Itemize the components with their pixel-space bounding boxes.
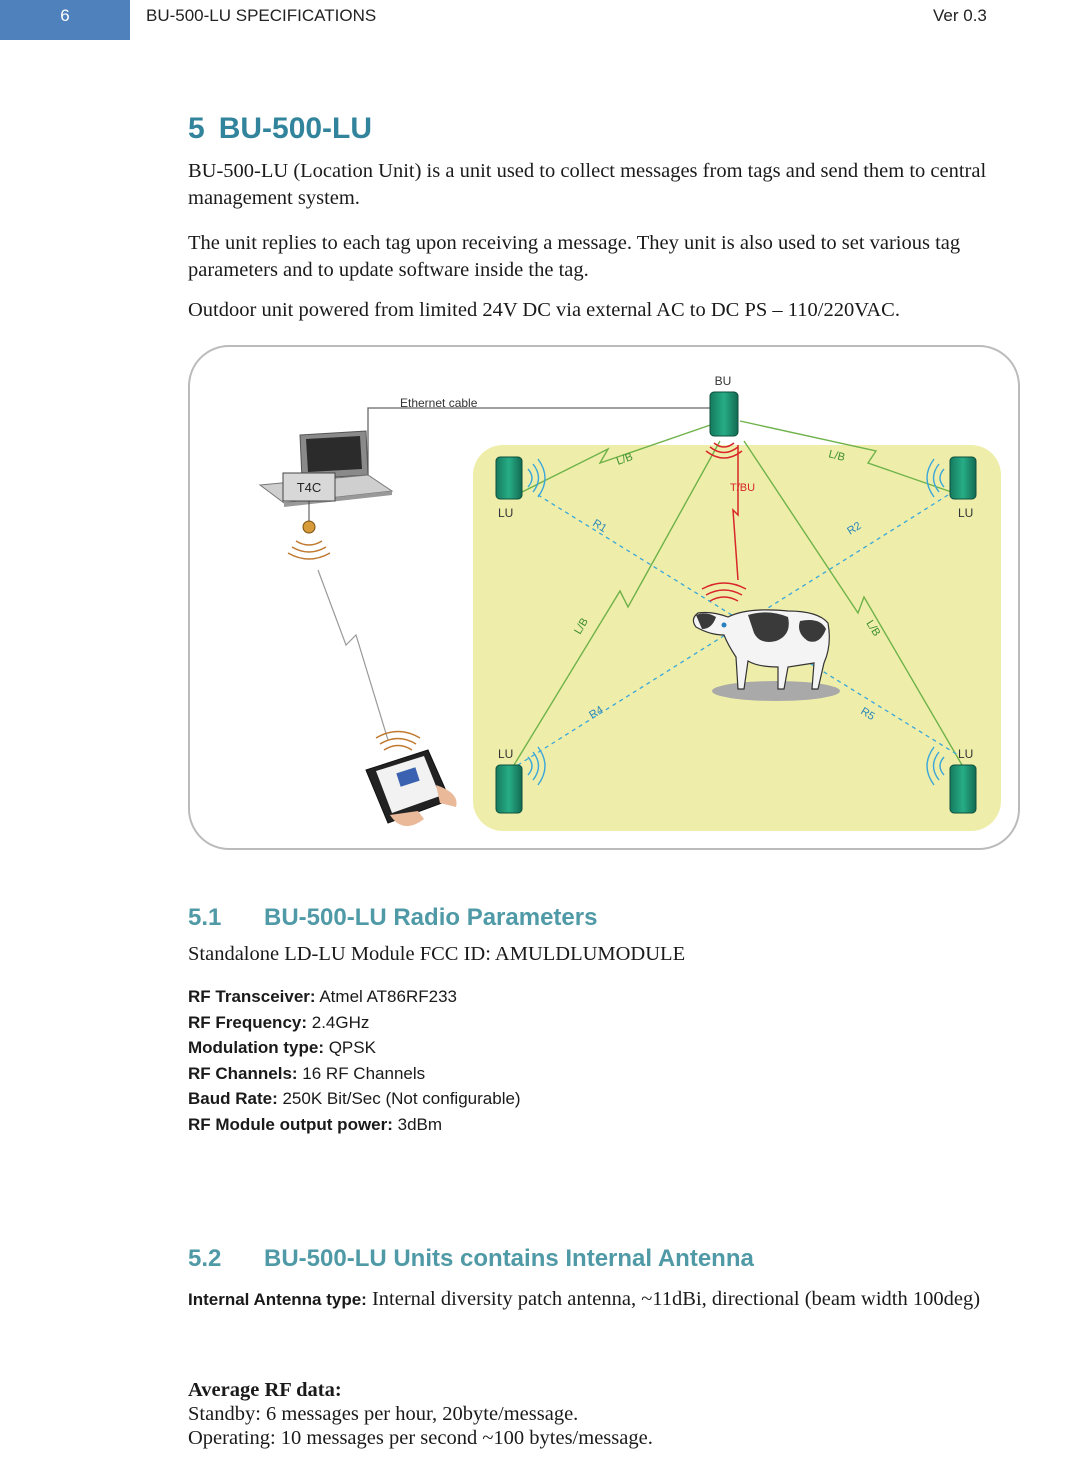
spec-label: RF Transceiver:	[188, 987, 316, 1006]
section-number: 5	[188, 112, 205, 145]
spec-label: RF Module output power:	[188, 1114, 393, 1134]
version-label: Ver 0.3	[933, 6, 987, 25]
svg-text:LU: LU	[498, 747, 514, 761]
subsection-heading-antenna	[188, 1245, 754, 1273]
radio-spec-list	[188, 984, 521, 1138]
average-rf-data	[188, 1378, 653, 1450]
bu-label: BU	[714, 374, 732, 388]
svg-text:LU: LU	[958, 506, 974, 520]
antenna-type-line	[188, 1286, 1086, 1313]
document-title: BU-500-LU SPECIFICATIONS	[146, 6, 377, 25]
spec-label: Baud Rate:	[188, 1089, 278, 1109]
paragraph-intro: BU-500-LU (Location Unit) is a unit used to collect messages from tags and send them to central management system.	[188, 160, 987, 209]
spec-value: Atmel AT86RF233	[315, 987, 457, 1006]
subsection-title: BU-500-LU Radio Parameters	[264, 904, 598, 931]
subsection-title: BU-500-LU Units contains Internal Antenna	[264, 1245, 754, 1272]
spec-label: Modulation type:	[188, 1038, 324, 1058]
paragraph-replies: The unit replies to each tag upon receiving a message. They unit is also used to set various tag parameters and to update software inside the tag.	[188, 232, 961, 281]
subsection-number: 5.1	[188, 904, 222, 931]
spec-row	[188, 1086, 521, 1112]
spec-row	[188, 984, 521, 1010]
system-diagram	[188, 345, 1020, 850]
t4c-label: T4C	[296, 480, 322, 495]
range-label-r1: R1	[590, 517, 609, 535]
antenna-value: Internal diversity patch antenna, ~11dBi, directional (beam width 100deg)	[366, 1288, 981, 1310]
range-label-r2: R2	[845, 519, 864, 538]
spec-row	[188, 1010, 521, 1036]
section-heading	[188, 112, 372, 146]
spec-value: 2.4GHz	[307, 1012, 370, 1032]
spec-row	[188, 1112, 521, 1138]
spec-label: RF Frequency:	[188, 1012, 308, 1032]
subsection-number: 5.2	[188, 1245, 222, 1272]
ethernet-label: Ethernet cable	[400, 396, 478, 410]
spec-value: 3dBm	[392, 1114, 443, 1134]
page-number: 6	[0, 0, 130, 40]
paragraph-power: Outdoor unit powered from limited 24V DC via external AC to DC PS – 110/220VAC.	[188, 299, 900, 321]
operating-line: Operating: 10 messages per second ~100 bytes/message.	[188, 1427, 653, 1449]
svg-text:LU: LU	[498, 506, 514, 520]
subsection-heading-radio	[188, 904, 597, 932]
spec-row	[188, 1035, 521, 1061]
spec-value: 16 RF Channels	[297, 1063, 426, 1083]
spec-label: RF Channels:	[188, 1063, 298, 1083]
section-title: BU-500-LU	[218, 112, 373, 145]
range-label-r4: R4	[587, 703, 606, 722]
t4c-antenna-ball	[303, 521, 315, 533]
spec-value: QPSK	[323, 1038, 376, 1058]
spec-row	[188, 1061, 521, 1087]
link-label: L/B	[827, 448, 847, 464]
link-label: L/B	[863, 618, 883, 639]
range-label-r5: R5	[858, 705, 877, 723]
spec-value: 250K Bit/Sec (Not configurable)	[277, 1089, 521, 1109]
svg-text:LU: LU	[958, 747, 974, 761]
antenna-label: Internal Antenna type:	[188, 1290, 367, 1309]
tbu-label: T/BU	[730, 482, 756, 494]
cow-shadow	[712, 681, 840, 701]
average-rf-title: Average RF data:	[188, 1379, 342, 1401]
bu-unit	[710, 392, 738, 436]
link-label: L/B	[614, 450, 635, 468]
standby-line: Standby: 6 messages per hour, 20byte/message.	[188, 1403, 579, 1425]
link-label: L/B	[572, 616, 591, 637]
fcc-id-line: Standalone LD-LU Module FCC ID: AMULDLUMODULE	[188, 943, 686, 965]
